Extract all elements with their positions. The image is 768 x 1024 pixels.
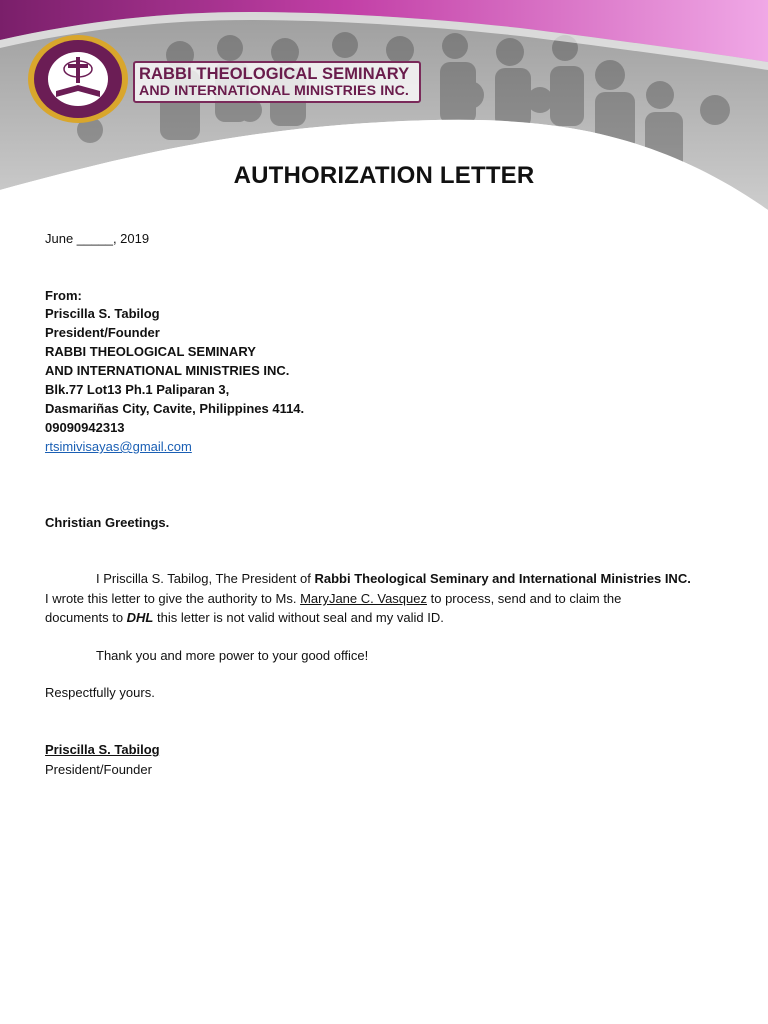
sender-position: President/Founder: [45, 325, 160, 340]
thank-you-text: Thank you and more power to your good office!: [96, 648, 369, 663]
sender-org-line2: AND INTERNATIONAL MINISTRIES INC.: [45, 363, 290, 378]
sender-address-line2: Dasmariñas City, Cavite, Philippines 4114.: [45, 401, 305, 416]
greeting: Christian Greetings.: [45, 515, 170, 530]
body-paragraph-1-line-3: [45, 609, 444, 627]
sender-address-line1: Blk.77 Lot13 Ph.1 Paliparan 3,: [45, 382, 230, 397]
seal-logo: [26, 33, 134, 125]
from-label: From:: [45, 288, 82, 303]
sender-phone: 09090942313: [45, 420, 125, 435]
body-organization: Rabbi Theological Seminary and International Ministries INC.: [314, 571, 691, 586]
letterhead: [0, 0, 768, 240]
signature-name: Priscilla S. Tabilog: [45, 742, 160, 757]
body-intro: I Priscilla S. Tabilog, The President of: [96, 571, 315, 586]
body-paragraph-2: [45, 647, 368, 665]
document-title: AUTHORIZATION LETTER: [233, 162, 535, 189]
courier-name: DHL: [126, 610, 154, 625]
body-purpose: to process, send and to claim the: [427, 591, 622, 606]
signature-position: President/Founder: [45, 762, 152, 777]
organization-name-box: [133, 61, 421, 103]
closing: Respectfully yours.: [45, 685, 155, 700]
organization-name-line2: AND INTERNATIONAL MINISTRIES INC.: [139, 83, 409, 99]
body-documents-text: documents to: [45, 610, 127, 625]
sender-org-line1: RABBI THEOLOGICAL SEMINARY: [45, 344, 256, 359]
letter-date: June _____, 2019: [45, 231, 150, 246]
body-paragraph-1-line-2: [45, 590, 621, 608]
body-authority-text: I wrote this letter to give the authority to Ms.: [45, 591, 301, 606]
authorized-person: MaryJane C. Vasquez: [300, 591, 427, 606]
body-paragraph-1-line-1: [45, 570, 691, 588]
body-validity-text: this letter is not valid without seal and my valid ID.: [153, 610, 444, 625]
sender-name: Priscilla S. Tabilog: [45, 306, 160, 321]
organization-name-line1: RABBI THEOLOGICAL SEMINARY: [139, 65, 410, 83]
sender-email-link[interactable]: rtsimivisayas@gmail.com: [45, 439, 192, 454]
